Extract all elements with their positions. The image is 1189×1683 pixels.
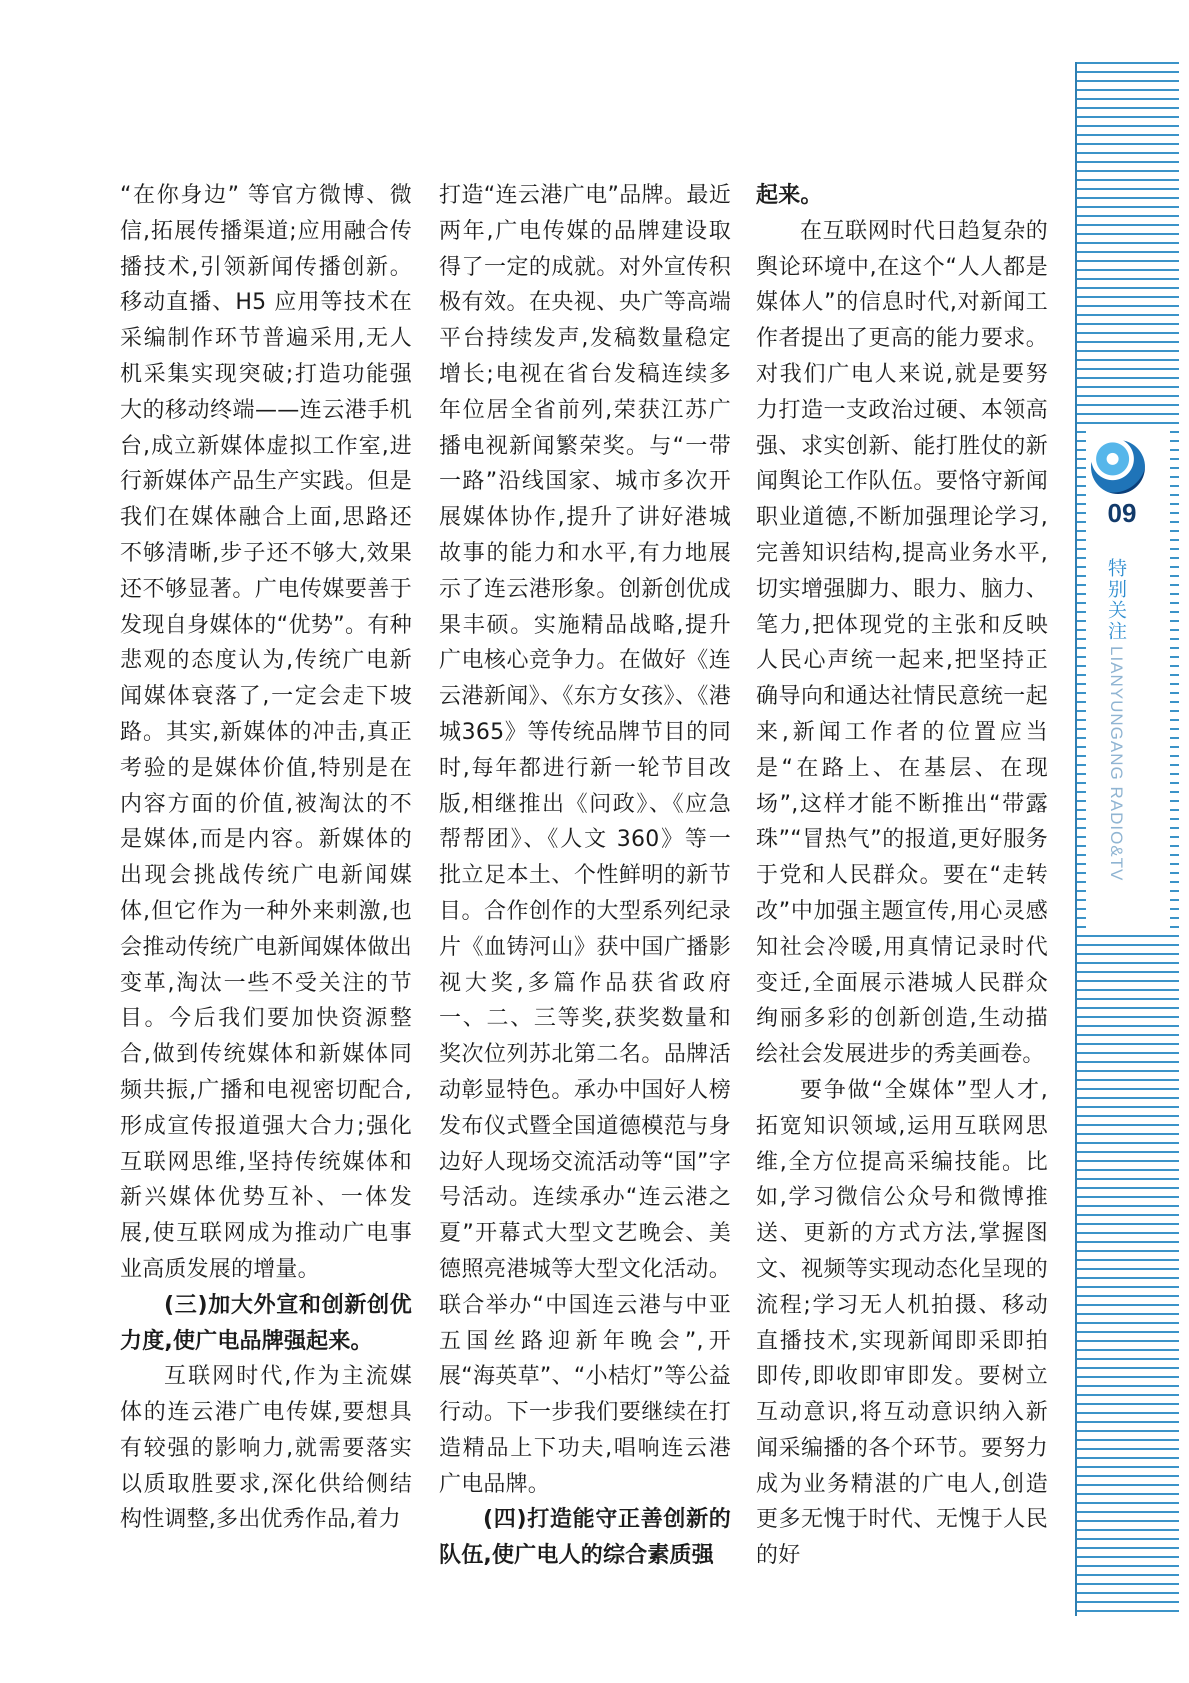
paragraph: 要争做“全媒体”型人才,拓宽知识领域,运用互联网思维,全方位提高采编技能。比如,学习微信公众号和微博推送、更新的方式方法,掌握图文、视频等实现动态化呈现的流程;学习无人机拍摄、移动直播技术,实现新闻即采即拍即传,即收即审即发。要树立互动意识,将互动意识纳入新闻采编播的各个环节。要努力成为业务精湛的广电人,创造更多无愧于时代、无愧于人民的好 (756, 1077, 1048, 1569)
side-band-edge (1075, 62, 1077, 1616)
section-heading: (三)加大外宣和创新创优力度,使广电品牌强起来。 (120, 1292, 412, 1354)
paragraph: “在你身边” 等官方微博、微信,拓展传播渠道;应用融合传播技术,引领新闻传播创新。移动直播、H5 应用等技术在采编制作环节普遍采用,无人机采集实现突破;打造功能强大的移动终端——连云港手机台,成立新媒体虚拟工作室,进行新媒体产品生产实践。但是我们在媒体融合上面,思路还不够清晰,步子还不够大,效果还不够显著。广电传媒要善于发现自身媒体的“优势”。有种悲观的态度认为,传统广电新闻媒体衰落了,一定会走下坡路。其实,新媒体的冲击,真正考验的是媒体价值,特别是在内容方面的价值,被淘汰的不是媒体,而是内容。新媒体的出现会挑战传统广电新闻媒体,但它作为一种外来刺激,也会推动传统广电新闻媒体做出变革,淘汰一些不受关注的节目。今后我们要加快资源整合,做到传统媒体和新媒体同频共振,广播和电视密切配合,形成宣传报道强大合力;强化互联网思维,坚持传统媒体和新兴媒体优势互补、一体发展,使互联网成为推动广电事业高质发展的增量。 (120, 183, 412, 1282)
text-column-2 (439, 178, 731, 1574)
text-column-1 (120, 178, 412, 1538)
brand-label: LIANYUNGANG RADIO&TV (1107, 646, 1126, 882)
paragraph: 互联网时代,作为主流媒体的连云港广电传媒,要想具有较强的影响力,就需要落实以质取胜要求,深化供给侧结构性调整,多出优秀作品,着力 (120, 1364, 412, 1533)
broadcast-logo-icon (1091, 440, 1145, 494)
paragraph: 打造“连云港广电”品牌。最近两年,广电传媒的品牌建设取得了一定的成就。对外宣传积极有效。在央视、央广等高端平台持续发声,发稿数量稳定增长;电视在省台发稿连续多年位居全省前列,荣获江苏广播电视新闻繁荣奖。与“一带一路”沿线国家、城市多次开展媒体协作,提升了讲好港城故事的能力和水平,有力地展示了连云港形象。创新创优成果丰硕。实施精品战略,提升广电核心竞争力。在做好《连云港新闻》、《东方女孩》、《港城365》等传统品牌节目的同时,每年都进行新一轮节目改版,相继推出《问政》、《应急帮帮团》、《人文 360》等一批立足本土、个性鲜明的新节目。合作创作的大型系列纪录片《血铸河山》获中国广播影视大奖,多篇作品获省政府一、二、三等奖,获奖数量和奖次位列苏北第二名。品牌活动彰显特色。承办中国好人榜发布仪式暨全国道德模范与身边好人现场交流活动等“国”字号活动。连续承办“连云港之夏”开幕式大型文艺晚会、美德照亮港城等大型文化活动。联合举办“中国连云港与中亚五国丝路迎新年晚会”,开展“海英草”、“小桔灯”等公益行动。下一步我们要继续在打造精品上下功夫,唱响连云港广电品牌。 (439, 183, 731, 1497)
section-label: 特别关注 (1105, 558, 1127, 642)
section-heading: 起来。 (756, 183, 823, 208)
paragraph: 在互联网时代日趋复杂的舆论环境中,在这个“人人都是媒体人”的信息时代,对新闻工作者提出了更高的能力要求。对我们广电人来说,就是要努力打造一支政治过硬、本领高强、求实创新、能打胜仗的新闻舆论工作队伍。要恪守新闻职业道德,不断加强理论学习,完善知识结构,提高业务水平,切实增强脚力、眼力、脑力、笔力,把体现党的主张和反映人民心声统一起来,把坚持正确导向和通达社情民意统一起来,新闻工作者的位置应当是“在路上、在基层、在现场”,这样才能不断推出“带露珠”“冒热气”的报道,更好服务于党和人民群众。要在“走转改”中加强主题宣传,用心灵感知社会冷暖,用真情记录时代变迁,全面展示港城人民群众绚丽多彩的创新创造,生动描绘社会发展进步的秀美画卷。 (756, 218, 1048, 1068)
section-heading: (四)打造能守正善创新的队伍,使广电人的综合素质强 (439, 1507, 731, 1569)
page-number: 09 (1107, 498, 1137, 528)
text-column-3 (756, 178, 1048, 1574)
